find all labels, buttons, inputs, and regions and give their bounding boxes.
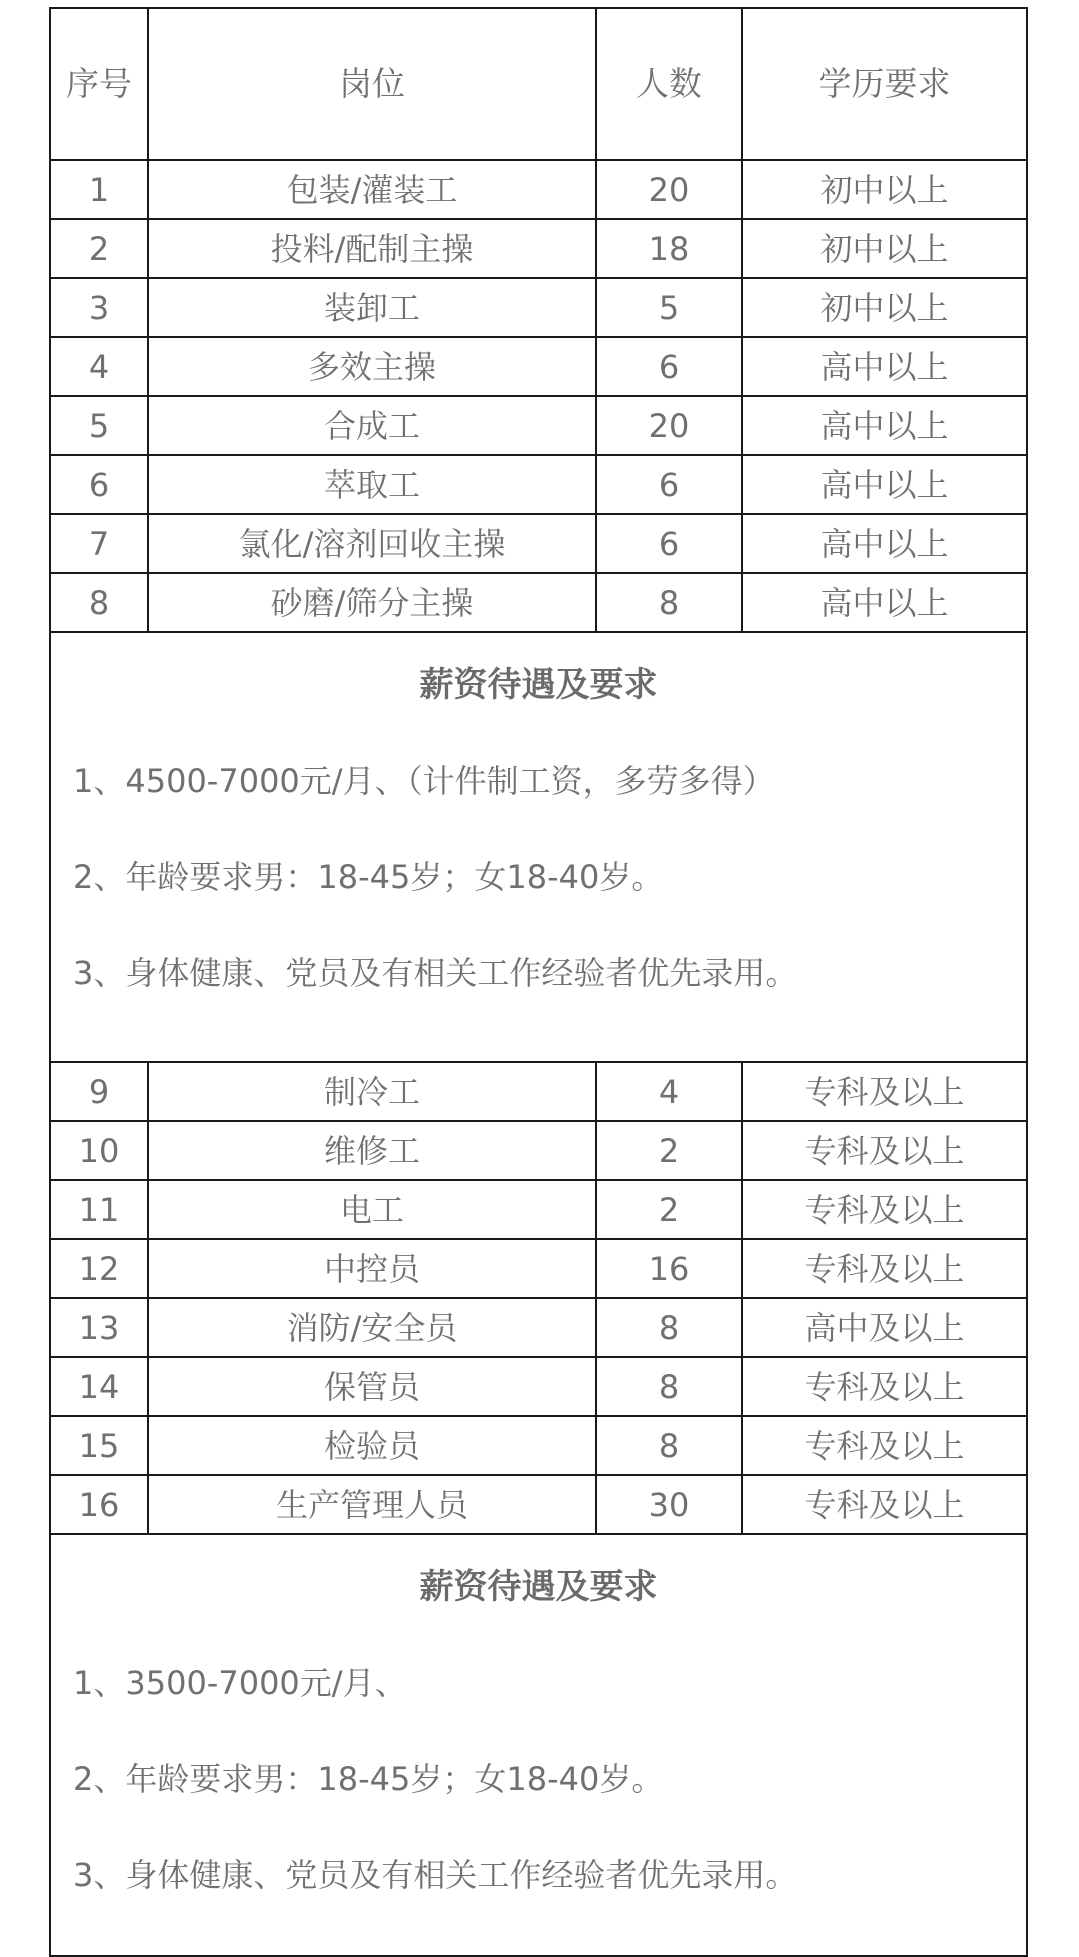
cell-count: 18 bbox=[596, 219, 742, 278]
cell-count: 2 bbox=[596, 1121, 742, 1180]
cell-position: 中控员 bbox=[148, 1239, 596, 1298]
salary-info-line: 1、4500-7000元/月、（计件制工资，多劳多得） bbox=[73, 762, 775, 800]
cell-count: 6 bbox=[596, 514, 742, 573]
cell-seq: 8 bbox=[50, 573, 148, 632]
cell-count: 6 bbox=[596, 455, 742, 514]
cell-education: 高中以上 bbox=[742, 337, 1027, 396]
cell-education: 高中以上 bbox=[742, 514, 1027, 573]
header-seq: 序号 bbox=[50, 8, 148, 160]
cell-position: 保管员 bbox=[148, 1357, 596, 1416]
cell-position: 检验员 bbox=[148, 1416, 596, 1475]
cell-education: 初中以上 bbox=[742, 278, 1027, 337]
table-row bbox=[50, 337, 1027, 396]
cell-position: 制冷工 bbox=[148, 1062, 596, 1121]
header-education: 学历要求 bbox=[742, 8, 1027, 160]
cell-count: 8 bbox=[596, 1298, 742, 1357]
cell-count: 5 bbox=[596, 278, 742, 337]
cell-count: 8 bbox=[596, 1416, 742, 1475]
cell-seq: 3 bbox=[50, 278, 148, 337]
cell-count: 4 bbox=[596, 1062, 742, 1121]
cell-seq: 1 bbox=[50, 160, 148, 219]
cell-education: 高中及以上 bbox=[742, 1298, 1027, 1357]
cell-education: 专科及以上 bbox=[742, 1062, 1027, 1121]
preference-line: 3、身体健康、党员及有相关工作经验者优先录用。 bbox=[73, 1856, 798, 1894]
cell-count: 2 bbox=[596, 1180, 742, 1239]
table-row bbox=[50, 1475, 1027, 1534]
table-row bbox=[50, 573, 1027, 632]
cell-education: 专科及以上 bbox=[742, 1357, 1027, 1416]
cell-education: 专科及以上 bbox=[742, 1239, 1027, 1298]
table-row bbox=[50, 219, 1027, 278]
cell-seq: 10 bbox=[50, 1121, 148, 1180]
cell-seq: 16 bbox=[50, 1475, 148, 1534]
info-row-group2 bbox=[50, 1534, 1027, 1956]
table-row bbox=[50, 1062, 1027, 1121]
age-requirement-line: 2、年龄要求男：18-45岁；女18-40岁。 bbox=[73, 1760, 664, 1798]
cell-count: 20 bbox=[596, 396, 742, 455]
cell-education: 初中以上 bbox=[742, 160, 1027, 219]
cell-position: 维修工 bbox=[148, 1121, 596, 1180]
cell-education: 专科及以上 bbox=[742, 1416, 1027, 1475]
age-requirement-line: 2、年龄要求男：18-45岁；女18-40岁。 bbox=[73, 858, 664, 896]
cell-position: 消防/安全员 bbox=[148, 1298, 596, 1357]
cell-count: 6 bbox=[596, 337, 742, 396]
cell-seq: 7 bbox=[50, 514, 148, 573]
cell-position: 装卸工 bbox=[148, 278, 596, 337]
cell-count: 8 bbox=[596, 1357, 742, 1416]
table-row bbox=[50, 1121, 1027, 1180]
table-row bbox=[50, 514, 1027, 573]
cell-position: 合成工 bbox=[148, 396, 596, 455]
cell-education: 高中以上 bbox=[742, 573, 1027, 632]
header-count: 人数 bbox=[596, 8, 742, 160]
cell-education: 高中以上 bbox=[742, 455, 1027, 514]
cell-count: 8 bbox=[596, 573, 742, 632]
salary-info-title: 薪资待遇及要求 bbox=[419, 1567, 658, 1607]
cell-position: 砂磨/筛分主操 bbox=[148, 573, 596, 632]
cell-position: 氯化/溶剂回收主操 bbox=[148, 514, 596, 573]
info-row-group1 bbox=[50, 632, 1027, 1062]
job-table bbox=[49, 7, 1028, 1957]
cell-position: 生产管理人员 bbox=[148, 1475, 596, 1534]
preference-line: 3、身体健康、党员及有相关工作经验者优先录用。 bbox=[73, 954, 798, 992]
cell-position: 多效主操 bbox=[148, 337, 596, 396]
table-header-row bbox=[50, 8, 1027, 160]
salary-info-block bbox=[51, 663, 1026, 1061]
cell-position: 萃取工 bbox=[148, 455, 596, 514]
table-row bbox=[50, 1416, 1027, 1475]
table-row bbox=[50, 396, 1027, 455]
header-position: 岗位 bbox=[148, 8, 596, 160]
cell-seq: 5 bbox=[50, 396, 148, 455]
cell-seq: 13 bbox=[50, 1298, 148, 1357]
table-row bbox=[50, 278, 1027, 337]
cell-seq: 9 bbox=[50, 1062, 148, 1121]
cell-seq: 4 bbox=[50, 337, 148, 396]
table-row bbox=[50, 1298, 1027, 1357]
salary-info-title: 薪资待遇及要求 bbox=[419, 665, 658, 705]
salary-info-line: 1、3500-7000元/月、 bbox=[73, 1664, 407, 1702]
cell-position: 电工 bbox=[148, 1180, 596, 1239]
table-row bbox=[50, 455, 1027, 514]
salary-info-cell bbox=[50, 1534, 1027, 1956]
cell-seq: 12 bbox=[50, 1239, 148, 1298]
table-row bbox=[50, 1357, 1027, 1416]
cell-position: 投料/配制主操 bbox=[148, 219, 596, 278]
table-row bbox=[50, 1180, 1027, 1239]
cell-seq: 14 bbox=[50, 1357, 148, 1416]
cell-seq: 15 bbox=[50, 1416, 148, 1475]
cell-count: 16 bbox=[596, 1239, 742, 1298]
cell-count: 20 bbox=[596, 160, 742, 219]
salary-info-cell bbox=[50, 632, 1027, 1062]
cell-education: 高中以上 bbox=[742, 396, 1027, 455]
cell-education: 专科及以上 bbox=[742, 1121, 1027, 1180]
cell-count: 30 bbox=[596, 1475, 742, 1534]
cell-seq: 11 bbox=[50, 1180, 148, 1239]
cell-education: 专科及以上 bbox=[742, 1180, 1027, 1239]
cell-seq: 6 bbox=[50, 455, 148, 514]
cell-seq: 2 bbox=[50, 219, 148, 278]
cell-education: 初中以上 bbox=[742, 219, 1027, 278]
table-row bbox=[50, 160, 1027, 219]
salary-info-block bbox=[51, 1565, 1026, 1955]
cell-position: 包装/灌装工 bbox=[148, 160, 596, 219]
table-row bbox=[50, 1239, 1027, 1298]
cell-education: 专科及以上 bbox=[742, 1475, 1027, 1534]
